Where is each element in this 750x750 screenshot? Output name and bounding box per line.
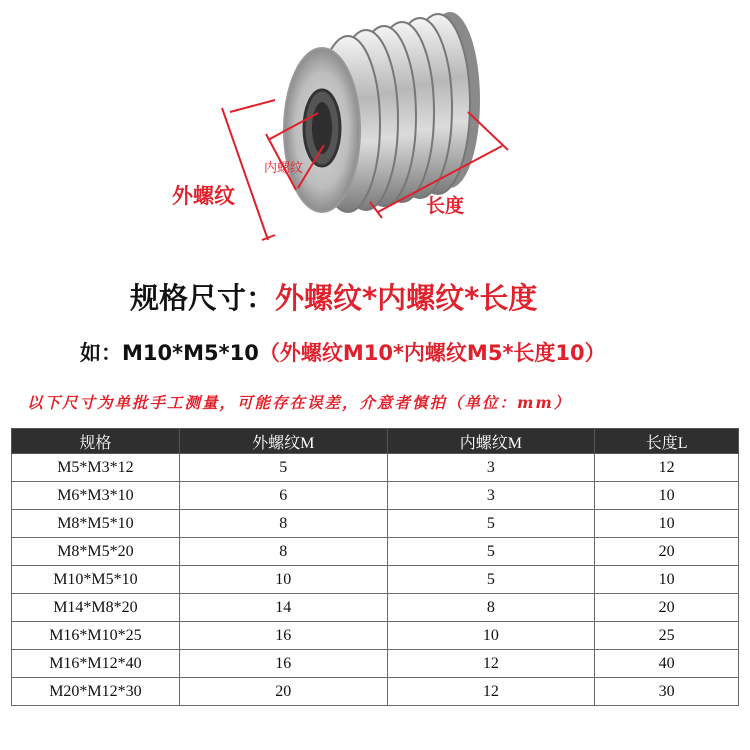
spec-headline (130, 276, 537, 317)
table-cell: 25 (595, 622, 739, 650)
table-cell: M14*M8*20 (12, 594, 180, 622)
table-row (12, 594, 739, 622)
table-cell: 5 (387, 566, 595, 594)
header-spec: 规格 (12, 429, 180, 454)
table-cell: 10 (595, 510, 739, 538)
table-cell: 16 (179, 650, 387, 678)
table-cell: 5 (179, 454, 387, 482)
table-row (12, 510, 739, 538)
table-cell: 12 (387, 678, 595, 706)
table-cell: 20 (595, 538, 739, 566)
table-cell: 10 (595, 566, 739, 594)
spec-table (11, 428, 739, 706)
table-cell: 12 (595, 454, 739, 482)
table-cell: M8*M5*10 (12, 510, 180, 538)
headline-label: 规格尺寸： (130, 281, 276, 315)
table-cell: 8 (179, 538, 387, 566)
table-row (12, 454, 739, 482)
table-cell: 10 (179, 566, 387, 594)
table-cell: 3 (387, 482, 595, 510)
length-label: 长度 (426, 195, 465, 217)
header-inner-thread: 内螺纹M (387, 429, 595, 454)
table-body (12, 454, 739, 706)
table-cell: M10*M5*10 (12, 566, 180, 594)
table-cell: 40 (595, 650, 739, 678)
table-cell: 8 (179, 510, 387, 538)
table-cell: 5 (387, 510, 595, 538)
table-cell: 5 (387, 538, 595, 566)
table-cell: 10 (595, 482, 739, 510)
table-cell: 20 (179, 678, 387, 706)
table-cell: 10 (387, 622, 595, 650)
spec-example (80, 337, 606, 367)
threaded-insert-photo (150, 0, 530, 260)
header-outer-thread: 外螺纹M (179, 429, 387, 454)
table-cell: M16*M12*40 (12, 650, 180, 678)
header-length: 长度L (595, 429, 739, 454)
measurement-note: 以下尺寸为单批手工测量，可能存在误差，介意者慎拍（单位：mm） (27, 393, 572, 412)
table-cell: 3 (387, 454, 595, 482)
table-cell: 30 (595, 678, 739, 706)
table-cell: 6 (179, 482, 387, 510)
table-header-row (12, 429, 739, 454)
table-cell: 14 (179, 594, 387, 622)
headline-value: 外螺纹*内螺纹*长度 (275, 281, 538, 315)
example-label: 如：M10*M5*10 (80, 341, 259, 365)
table-row (12, 482, 739, 510)
table-cell: 20 (595, 594, 739, 622)
table-row (12, 678, 739, 706)
outer-thread-label: 外螺纹 (172, 184, 235, 208)
inner-thread-label: 内螺纹 (264, 161, 304, 176)
example-value: （外螺纹M10*内螺纹M5*长度10） (258, 341, 606, 365)
table-cell: M20*M12*30 (12, 678, 180, 706)
table-row (12, 650, 739, 678)
table-cell: M6*M3*10 (12, 482, 180, 510)
table-cell: M5*M3*12 (12, 454, 180, 482)
table-row (12, 622, 739, 650)
table-cell: 16 (179, 622, 387, 650)
table-cell: M8*M5*20 (12, 538, 180, 566)
table-cell: M16*M10*25 (12, 622, 180, 650)
table-row (12, 566, 739, 594)
table-row (12, 538, 739, 566)
table-cell: 8 (387, 594, 595, 622)
table-cell: 12 (387, 650, 595, 678)
